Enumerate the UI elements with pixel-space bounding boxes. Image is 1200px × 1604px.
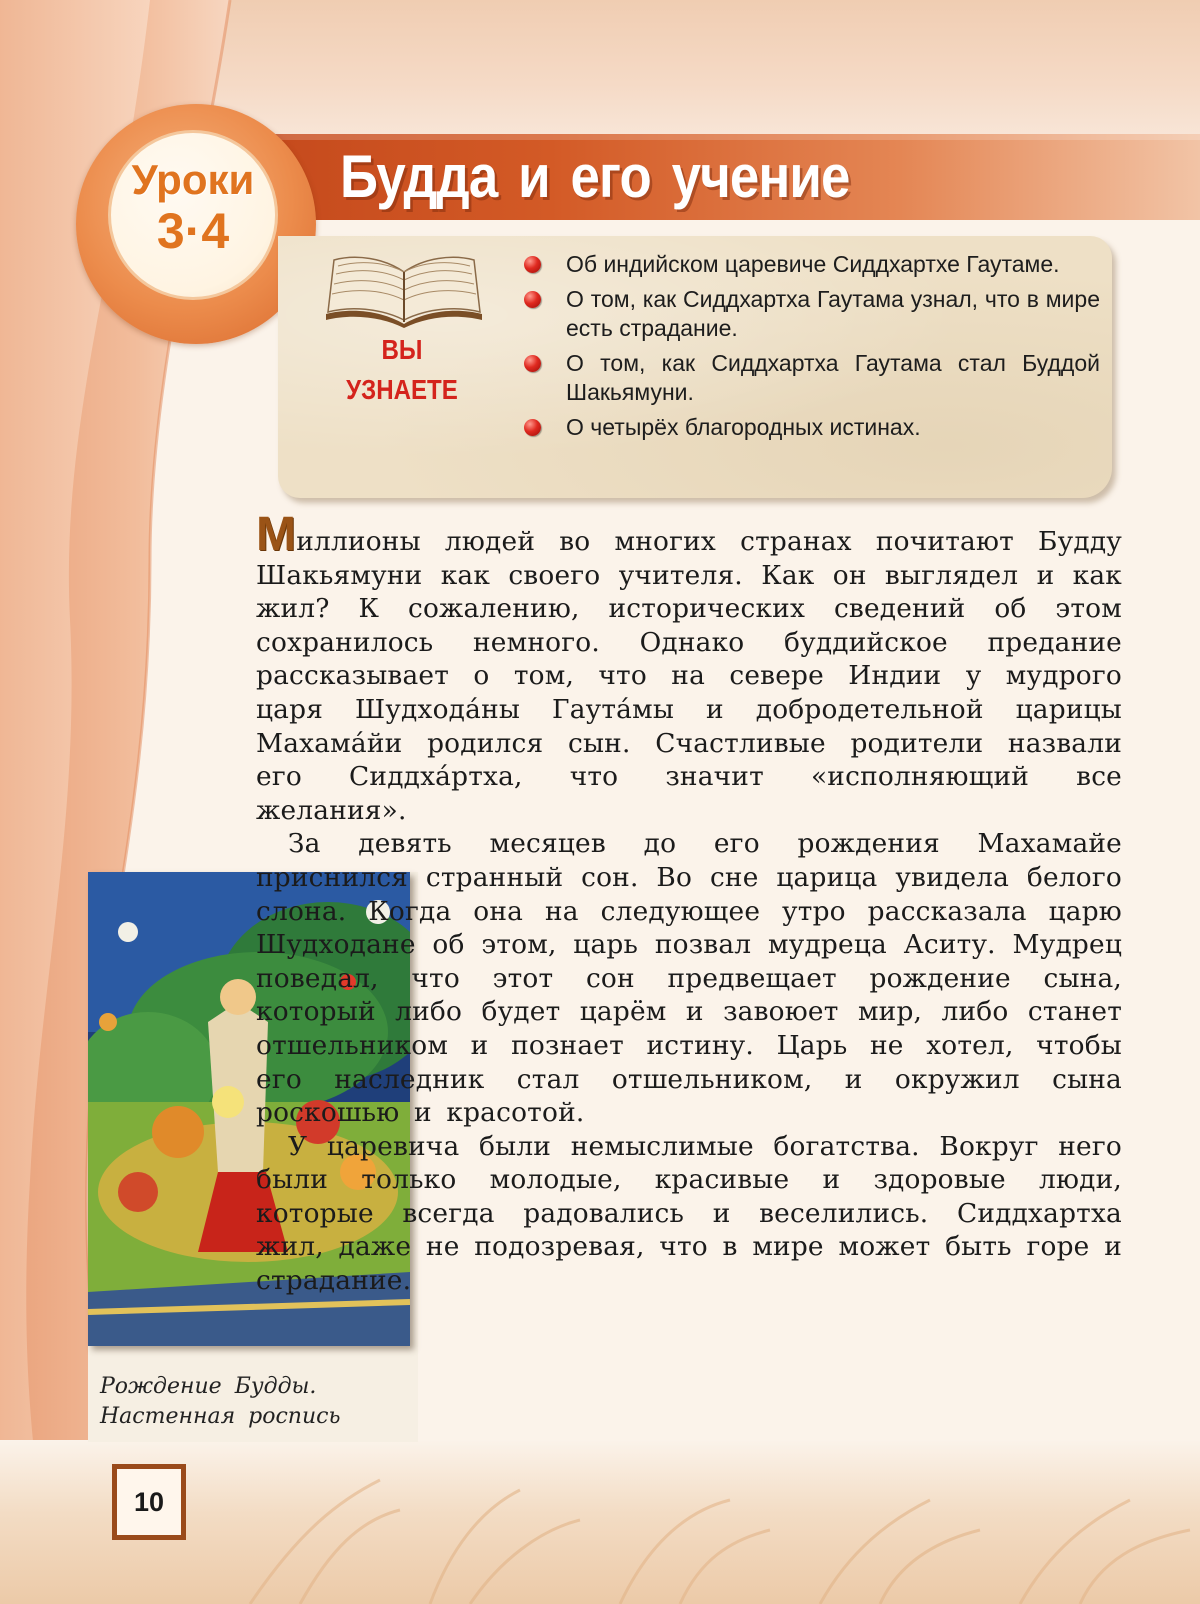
lesson-label: Уроки <box>131 156 255 203</box>
learn-item-text: Об индийском царевиче Сиддхартхе Гаутаме. <box>566 251 1060 277</box>
lesson-badge <box>108 130 278 300</box>
learn-heading: ВЫ УЗНАЕТЕ <box>346 334 458 405</box>
paragraph: За девять месяцев до его рождения Махамайе приснился странный сон. Во сне царица увидела белого слона. Когда она на следующее утро рассказала царю Шудходане об этом, царь позвал мудреца Аситу. Мудрец поведал, что этот сон предвещает рождение сына, который либо будет царём и завоюет мир, либо станет отшельником и познает истину. Царь не хотел, чтобы его наследник стал отшельником, и окружил сына роскошью и красотой. <box>256 828 1122 1129</box>
paragraph-text: иллионы людей во многих странах почитают Будду Шакьямуни как своего учителя. Как он выглядел и как жил? К сожалению, исторических сведений об этом сохранилось немного. Однако буддийское предание рассказывает о том, что на севере Индии у мудрого царя Шудхода́ны Гаута́мы и добродетельной царицы Махама́йи родился сын. Счастливые родители назвали его Сиддха́ртха, что значит «исполняющий все желания». <box>256 526 1122 826</box>
paragraph <box>256 508 1122 827</box>
figure-caption-line: Настенная роспись <box>100 1404 341 1429</box>
learn-item <box>524 250 1100 279</box>
page-title: Будда и его учение <box>340 143 850 210</box>
red-bullet-icon <box>524 355 541 372</box>
figure-float-spacer <box>0 856 186 1444</box>
learn-item-text: О четырёх благородных истинах. <box>566 414 921 440</box>
lesson-number: 3·4 <box>156 203 230 259</box>
page-number: 10 <box>112 1464 186 1540</box>
figure-caption-line: Рождение Будды. <box>100 1374 317 1399</box>
drop-cap: М <box>256 508 297 561</box>
learn-item-text: О том, как Сиддхартха Гаутама узнал, что в мире есть страдание. <box>566 286 1100 341</box>
learn-item <box>524 349 1100 407</box>
learn-item <box>524 285 1100 343</box>
learn-item <box>524 413 1100 442</box>
paragraph: У царевича были немыслимые богатства. Вокруг него были только молодые, красивые и здоровые люди, которые всегда радовались и веселились. Сиддхартха жил, даже не подозревая, что в мире может быть горе и страдание. <box>256 1130 1122 1297</box>
learn-list <box>524 250 1100 448</box>
learn-item-text: О том, как Сиддхартха Гаутама стал Буддой Шакьямуни. <box>566 350 1100 405</box>
open-book-icon <box>320 250 488 330</box>
red-bullet-icon <box>524 291 541 308</box>
red-bullet-icon <box>524 256 541 273</box>
red-bullet-icon <box>524 419 541 436</box>
main-text <box>256 508 1122 1444</box>
